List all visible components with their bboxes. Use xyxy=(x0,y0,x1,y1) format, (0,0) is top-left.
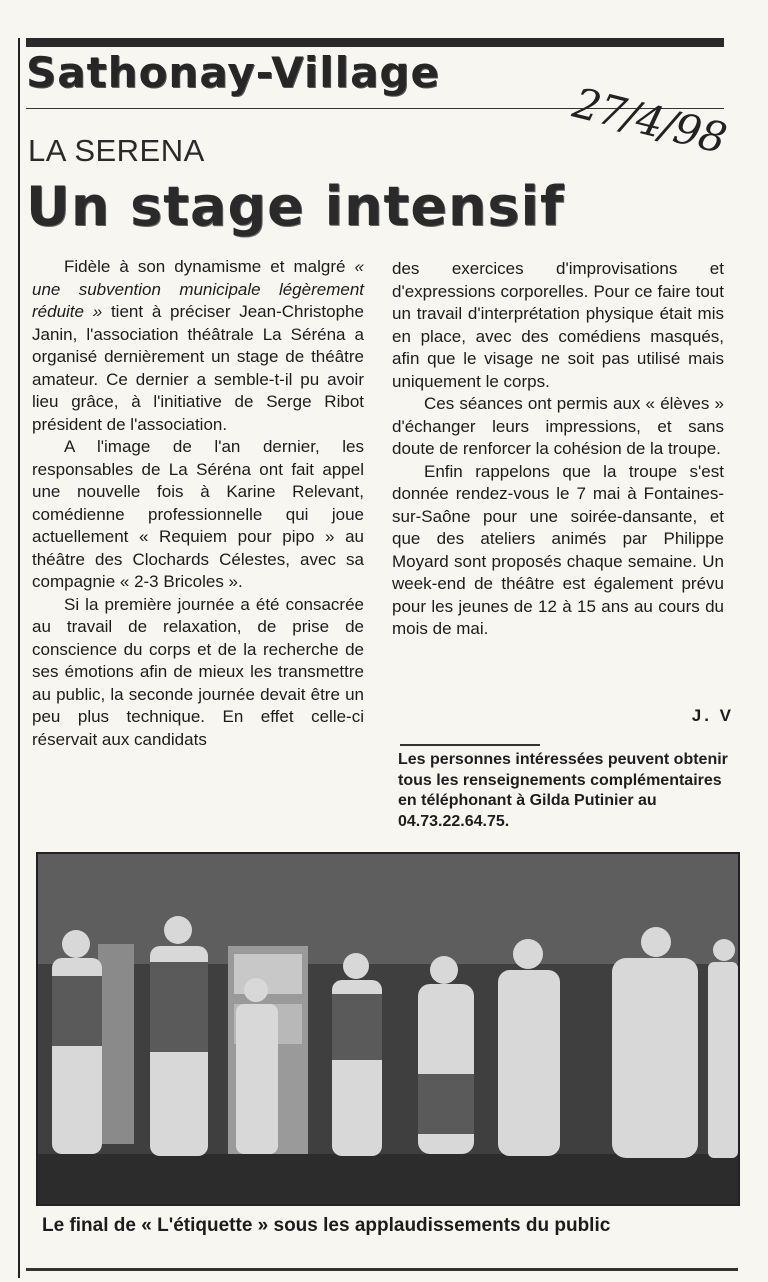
article-column-left xyxy=(32,256,364,751)
paragraph: Enfin rappelons que la troupe s'est donnée rendez-vous le 7 mai à Fontaines-sur-Saône pour une soirée-dansante, et que des ateliers animés par Philippe Moyard sont proposés chaque semaine. Un week-end de théâtre est également prévu pour les jeunes de 12 à 15 ans au cours du mois de mai. xyxy=(392,461,724,638)
article-headline: Un stage intensif xyxy=(26,175,565,238)
paragraph: Si la première journée a été consacrée au travail de relaxation, de prise de conscience du corps et de la recherche de ses émotions afin de mieux les transmettre au public, la seconde journée devait être un peu plus technique. En effet celle-ci réservait aux candidats xyxy=(32,594,364,749)
paragraph: des exercices d'improvisations et d'expressions corporelles. Pour ce faire tout un travail d'interprétation physique était mis en place, avec des comédiens masqués, afin que le visage ne soit pas utilisé mais uniquement le corps. xyxy=(392,259,724,391)
info-box: Les personnes intéressées peuvent obtenir tous les renseignements complémentaires en téléphonant à Gilda Putinier au 04.73.22.64.75. xyxy=(398,751,728,830)
info-rule xyxy=(400,744,540,746)
quote-text: « une subvention municipale légèrement réduite » xyxy=(32,257,364,321)
paragraph: Ces séances ont permis aux « élèves » d'échanger leurs impressions, et sans doute de renforcer la cohésion de la troupe. xyxy=(392,394,724,458)
photo-illustration xyxy=(38,854,738,1204)
section-title: Sathonay-Village xyxy=(26,48,440,97)
article-photo xyxy=(36,852,740,1206)
paragraph-text: tient à préciser Jean-Christophe Janin, l'association théâtrale La Séréna a organisé dernièrement un stage de théâtre amateur. Ce dernier a semble-t-il pu avoir lieu grâce, à l'initiative de Serge Ribot président de l'association. xyxy=(32,302,364,434)
bottom-rule xyxy=(26,1268,738,1271)
paragraph xyxy=(32,256,364,436)
author-signature: J. V xyxy=(691,706,734,725)
photo-caption: Le final de « L'étiquette » sous les applaudissements du public xyxy=(42,1215,611,1236)
article-kicker: LA SERENA xyxy=(28,133,205,168)
top-rule xyxy=(26,38,724,47)
article-column-right xyxy=(392,258,724,641)
paragraph: A l'image de l'an dernier, les responsables de La Séréna ont fait appel une nouvelle fois à Karine Relevant, comédienne professionnelle qui joue actuellement « Requiem pour pipo » au théâtre des Clochards Célestes, avec sa compagnie « 2-3 Bricoles ». xyxy=(32,437,364,591)
page-left-edge xyxy=(18,38,20,1278)
paragraph-text: Fidèle à son dynamisme et malgré xyxy=(64,257,346,276)
handwritten-date: 27/4/98 xyxy=(568,77,731,164)
